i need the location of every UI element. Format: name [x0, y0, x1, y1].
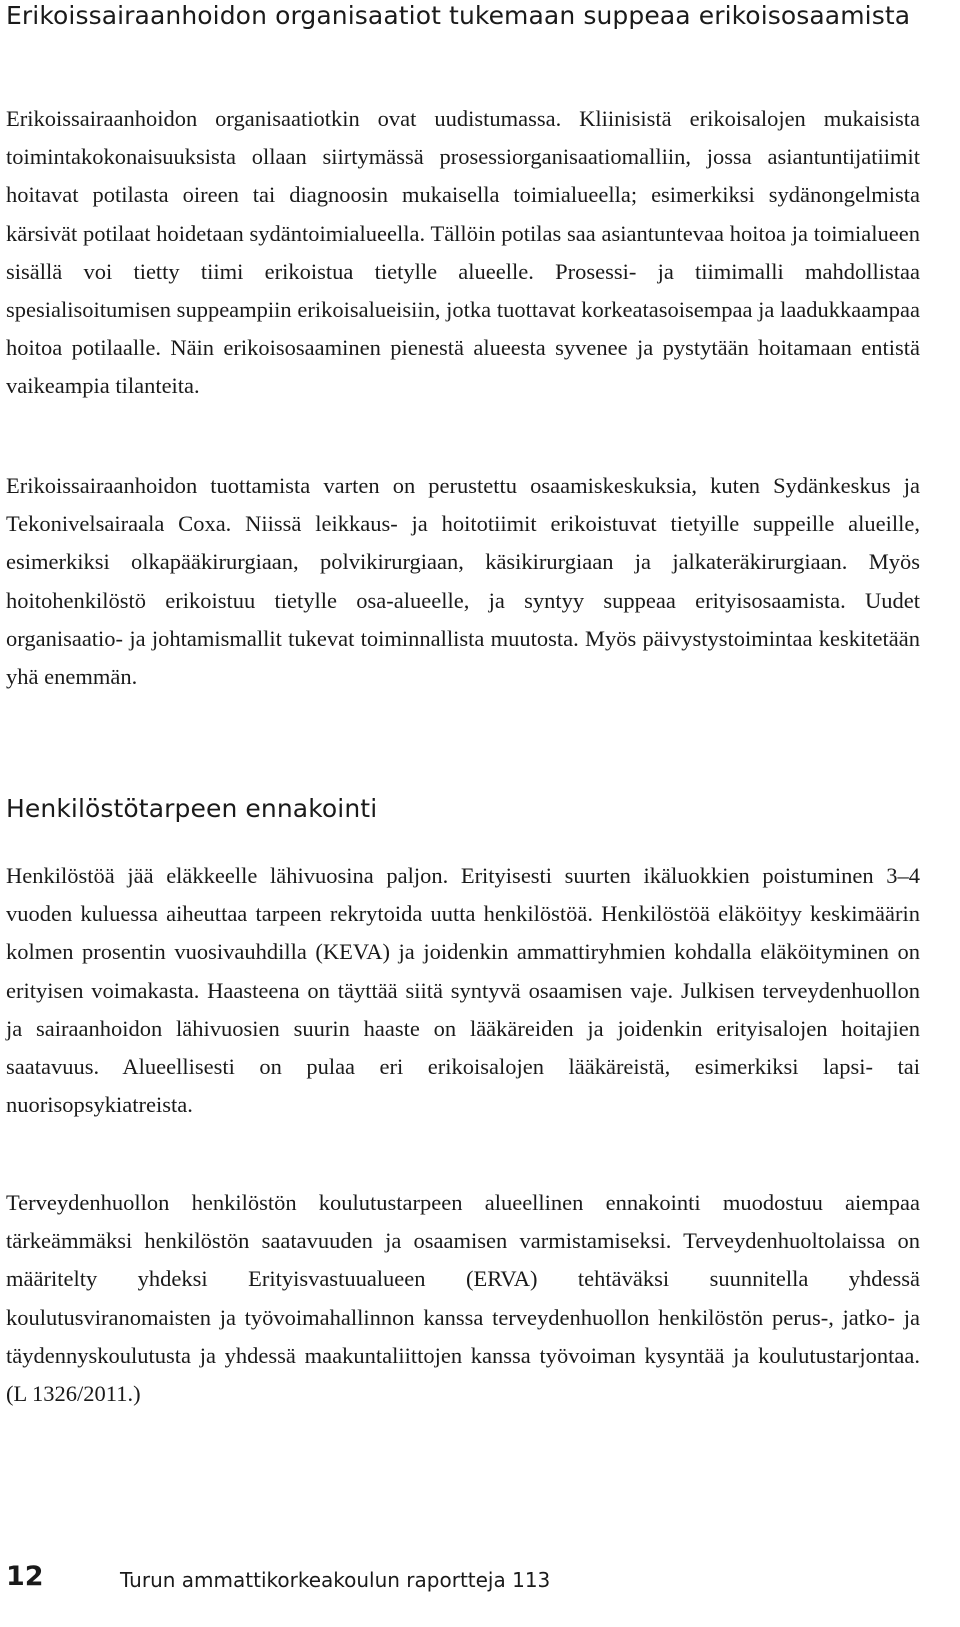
body-paragraph: Erikoissairaanhoidon tuottamista varten on perustettu osaamiskeskuksia, kuten Sydänkeskus ja Tekonivelsairaala Coxa. Niissä leikkaus- ja hoitotiimit erikoistuvat tietyille suppeille alueille, esimerkiksi olkapääkirurgiaan, polvikirurgiaan, käsikirurgiaan ja jalkateräkirurgiaan. Myös hoitohenkilöstö erikoistuu tietylle osa-alueelle, ja syntyy suppeaa erityisosaamista. Uudet organisaatio- ja johtamismallit tukevat toiminnallista muutosta. Myös päivystystoimintaa keskitetään yhä enemmän.: [6, 473, 920, 690]
page-footer: [6, 1555, 920, 1605]
section-heading-organisations: Erikoissairaanhoidon organisaatiot tukemaan suppeaa erikoisosaamista: [6, 1, 911, 30]
body-paragraph: Erikoissairaanhoidon organisaatiotkin ovat uudistumassa. Kliinisistä erikoisalojen mukaisista toimintakokonaisuuksista ollaan siirtymässä prosessiorganisaatiomalliin, jossa asiantuntijatiimit hoitavat potilasta oireen tai diagnoosin mukaisella toimialueella; esimerkiksi sydänongelmista kärsivät potilaat hoidetaan sydäntoimialueella. Tällöin potilas saa asiantuntevaa hoitoa ja toimialueen sisällä voi tietty tiimi erikoistua tietylle alueelle. Prosessi- ja tiimimalli mahdollistaa spesialisoitumisen suppeampiin erikoisalueisiin, jotka tuottavat korkeatasoisempaa ja laadukkaampaa hoitoa potilaalle. Näin erikoisosaaminen pienestä alueesta syvenee ja pystytään hoitamaan entistä vaikeampia tilanteita.: [6, 106, 920, 399]
page-number: 12: [6, 1561, 44, 1592]
section-heading-staffing-forecast: Henkilöstötarpeen ennakointi: [6, 794, 378, 823]
body-paragraph: Henkilöstöä jää eläkkeelle lähivuosina paljon. Erityisesti suurten ikäluokkien poistuminen 3–4 vuoden kuluessa aiheuttaa tarpeen rekrytoida uutta henkilöstöä. Henkilöstöä eläköityy keskimäärin kolmen prosentin vuosivauhdilla (KEVA) ja joidenkin ammattiryhmien kohdalla eläköityminen on erityisen voimakasta. Haasteena on täyttää siitä syntyvä osaamisen vaje. Julkisen terveydenhuollon ja sairaanhoidon lähivuosien suurin haaste on lääkäreiden ja joidenkin erityisalojen hoitajien saatavuus. Alueellisesti on pulaa eri erikoisalojen lääkäreistä, esimerkiksi lapsi- tai nuorisopsykiatreista.: [6, 863, 920, 1118]
series-title: Turun ammattikorkeakoulun raportteja 113: [120, 1568, 551, 1592]
body-paragraph: Terveydenhuollon henkilöstön koulutustarpeen alueellinen ennakointi muodostuu aiempaa tärkeämmäksi henkilöstön saatavuuden ja osaamisen varmistamiseksi. Terveydenhuoltolaissa on määritelty yhdeksi Erityisvastuualueen (ERVA) tehtäväksi suunnitella yhdessä koulutusviranomaisten ja työvoimahallinnon kanssa terveydenhuollon henkilöstön perus-, jatko- ja täydennyskoulutusta ja yhdessä maakuntaliittojen kanssa työvoiman kysyntää ja koulutustarjontaa. (L 1326/2011.): [6, 1190, 920, 1407]
